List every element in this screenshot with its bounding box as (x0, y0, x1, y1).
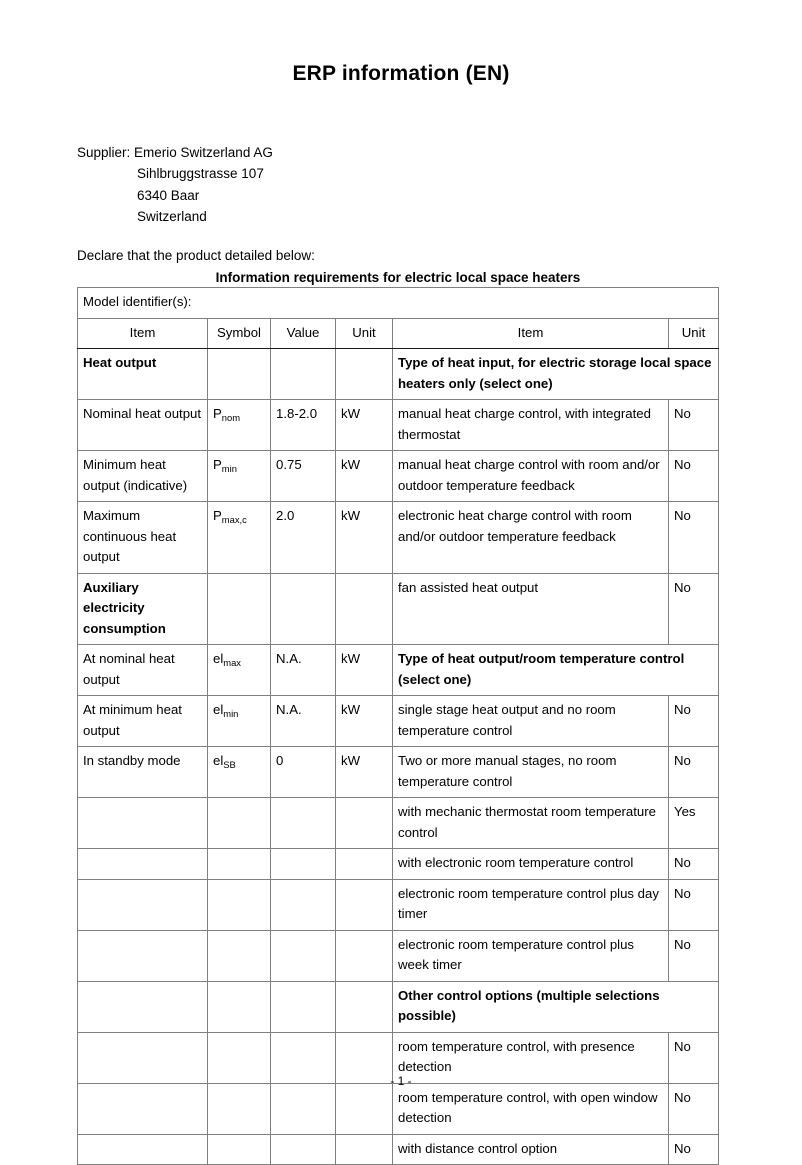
cell-unit-left (336, 981, 393, 1032)
table-row (78, 930, 719, 981)
table-row (78, 696, 719, 747)
cell-item-left: Minimum heat output (indicative) (78, 451, 208, 502)
cell-unit-right: No (669, 1134, 719, 1165)
cell-item-left (78, 981, 208, 1032)
cell-symbol (208, 849, 271, 880)
cell-item-left: Heat output (78, 349, 208, 400)
cell-symbol (208, 798, 271, 849)
cell-item-left: In standby mode (78, 747, 208, 798)
symbol-subscript: min (221, 463, 237, 474)
cell-item-right: with distance control option (393, 1134, 669, 1165)
cell-item-left (78, 1083, 208, 1134)
cell-item-right: electronic room temperature control plus week timer (393, 930, 669, 981)
cell-unit-right: No (669, 1032, 719, 1083)
cell-item-left: Maximum continuous heat output (78, 502, 208, 574)
cell-value: 1.8-2.0 (271, 400, 336, 451)
cell-value: N.A. (271, 645, 336, 696)
declaration-line: Declare that the product detailed below: (77, 248, 315, 263)
cell-unit-left: kW (336, 400, 393, 451)
cell-symbol (208, 573, 271, 645)
cell-unit-left (336, 573, 393, 645)
table-row (78, 451, 719, 502)
cell-unit-right: Yes (669, 798, 719, 849)
cell-unit-right: No (669, 451, 719, 502)
cell-item-left (78, 879, 208, 930)
header-value: Value (271, 318, 336, 349)
cell-unit-right: No (669, 502, 719, 574)
cell-symbol: $P_{min}$ (208, 451, 271, 502)
cell-symbol: $P_{max,c}$ (208, 502, 271, 574)
cell-symbol: $el_{max}$ (208, 645, 271, 696)
page-title: ERP information (EN) (292, 62, 510, 85)
header-item-right: Item (393, 318, 669, 349)
cell-value: 2.0 (271, 502, 336, 574)
symbol-subscript: nom (221, 412, 241, 423)
cell-symbol: $P_{nom}$ (208, 400, 271, 451)
table-row (78, 798, 719, 849)
table-row (78, 400, 719, 451)
cell-item-right: manual heat charge control with room and/or outdoor temperature feedback (393, 451, 669, 502)
cell-item-right: with mechanic thermostat room temperature control (393, 798, 669, 849)
cell-symbol (208, 981, 271, 1032)
table-row (78, 747, 719, 798)
table-row (78, 981, 719, 1032)
table-caption: Information requirements for electric local space heaters (215, 270, 581, 285)
header-symbol: Symbol (208, 318, 271, 349)
cell-unit-right: No (669, 849, 719, 880)
supplier-address-line-2: 6340 Baar (137, 187, 200, 203)
table-row (78, 849, 719, 880)
cell-unit-left (336, 849, 393, 880)
header-unit-left: Unit (336, 318, 393, 349)
symbol-subscript: SB (223, 759, 236, 770)
cell-item-right: Other control options (multiple selections possible) (393, 981, 719, 1032)
erp-information-table (77, 287, 719, 1165)
cell-item-right: electronic heat charge control with room and/or outdoor temperature feedback (393, 502, 669, 574)
model-identifier-cell: Model identifier(s): (78, 288, 719, 319)
cell-item-left (78, 930, 208, 981)
cell-symbol: $el_{min}$ (208, 696, 271, 747)
cell-unit-left (336, 930, 393, 981)
cell-symbol (208, 349, 271, 400)
cell-symbol: $el_{SB}$ (208, 747, 271, 798)
cell-unit-left (336, 798, 393, 849)
cell-value (271, 879, 336, 930)
cell-unit-right: No (669, 696, 719, 747)
cell-item-left: Nominal heat output (78, 400, 208, 451)
cell-value: 0 (271, 747, 336, 798)
header-item-left: Item (78, 318, 208, 349)
cell-item-right: with electronic room temperature control (393, 849, 669, 880)
cell-unit-right: No (669, 879, 719, 930)
cell-unit-left (336, 349, 393, 400)
supplier-address-line-1: Sihlbruggstrasse 107 (137, 166, 264, 182)
table-row (78, 645, 719, 696)
table-body (78, 288, 719, 1165)
cell-value (271, 849, 336, 880)
header-unit-right: Unit (669, 318, 719, 349)
table-row (78, 573, 719, 645)
cell-symbol (208, 1134, 271, 1165)
cell-value (271, 573, 336, 645)
cell-item-right: Type of heat output/room temperature control (select one) (393, 645, 719, 696)
table-row (78, 502, 719, 574)
cell-item-right: electronic room temperature control plus day timer (393, 879, 669, 930)
cell-unit-right: No (669, 930, 719, 981)
table-header-row (78, 318, 719, 349)
cell-symbol (208, 930, 271, 981)
cell-item-right: Type of heat input, for electric storage local space heaters only (select one) (393, 349, 719, 400)
model-identifier-row (78, 288, 719, 319)
cell-item-right: room temperature control, with open window detection (393, 1083, 669, 1134)
cell-unit-left (336, 1134, 393, 1165)
cell-unit-right: No (669, 573, 719, 645)
cell-value (271, 930, 336, 981)
table-row (78, 1134, 719, 1165)
cell-item-right: single stage heat output and no room temperature control (393, 696, 669, 747)
symbol-subscript: min (223, 708, 239, 719)
cell-item-right: manual heat charge control, with integrated thermostat (393, 400, 669, 451)
supplier-name-line: Supplier: Emerio Switzerland AG (77, 145, 273, 160)
table-row (78, 349, 719, 400)
cell-unit-left: kW (336, 696, 393, 747)
cell-item-left: At minimum heat output (78, 696, 208, 747)
cell-item-left (78, 849, 208, 880)
cell-unit-left (336, 879, 393, 930)
supplier-address-line-3: Switzerland (137, 208, 207, 224)
table-row (78, 1083, 719, 1134)
cell-symbol (208, 879, 271, 930)
cell-value (271, 981, 336, 1032)
cell-value (271, 1134, 336, 1165)
cell-item-left (78, 798, 208, 849)
cell-value: 0.75 (271, 451, 336, 502)
cell-unit-left: kW (336, 747, 393, 798)
cell-value (271, 1083, 336, 1134)
cell-item-right: fan assisted heat output (393, 573, 669, 645)
table-row (78, 879, 719, 930)
cell-unit-right: No (669, 747, 719, 798)
page-footer: - 1 - (390, 1074, 412, 1088)
cell-unit-right: No (669, 1083, 719, 1134)
cell-unit-left: kW (336, 645, 393, 696)
cell-unit-right: No (669, 400, 719, 451)
cell-item-left: Auxiliary electricity consumption (78, 573, 208, 645)
cell-item-right: Two or more manual stages, no room temperature control (393, 747, 669, 798)
cell-value (271, 349, 336, 400)
cell-item-right: room temperature control, with presence detection (393, 1032, 669, 1083)
supplier-block (77, 142, 273, 227)
cell-item-left (78, 1134, 208, 1165)
cell-unit-left: kW (336, 502, 393, 574)
cell-value: N.A. (271, 696, 336, 747)
cell-unit-left (336, 1083, 393, 1134)
cell-unit-left: kW (336, 451, 393, 502)
cell-value (271, 798, 336, 849)
symbol-subscript: max,c (221, 514, 247, 525)
cell-symbol (208, 1083, 271, 1134)
symbol-subscript: max (223, 657, 241, 668)
cell-item-left: At nominal heat output (78, 645, 208, 696)
